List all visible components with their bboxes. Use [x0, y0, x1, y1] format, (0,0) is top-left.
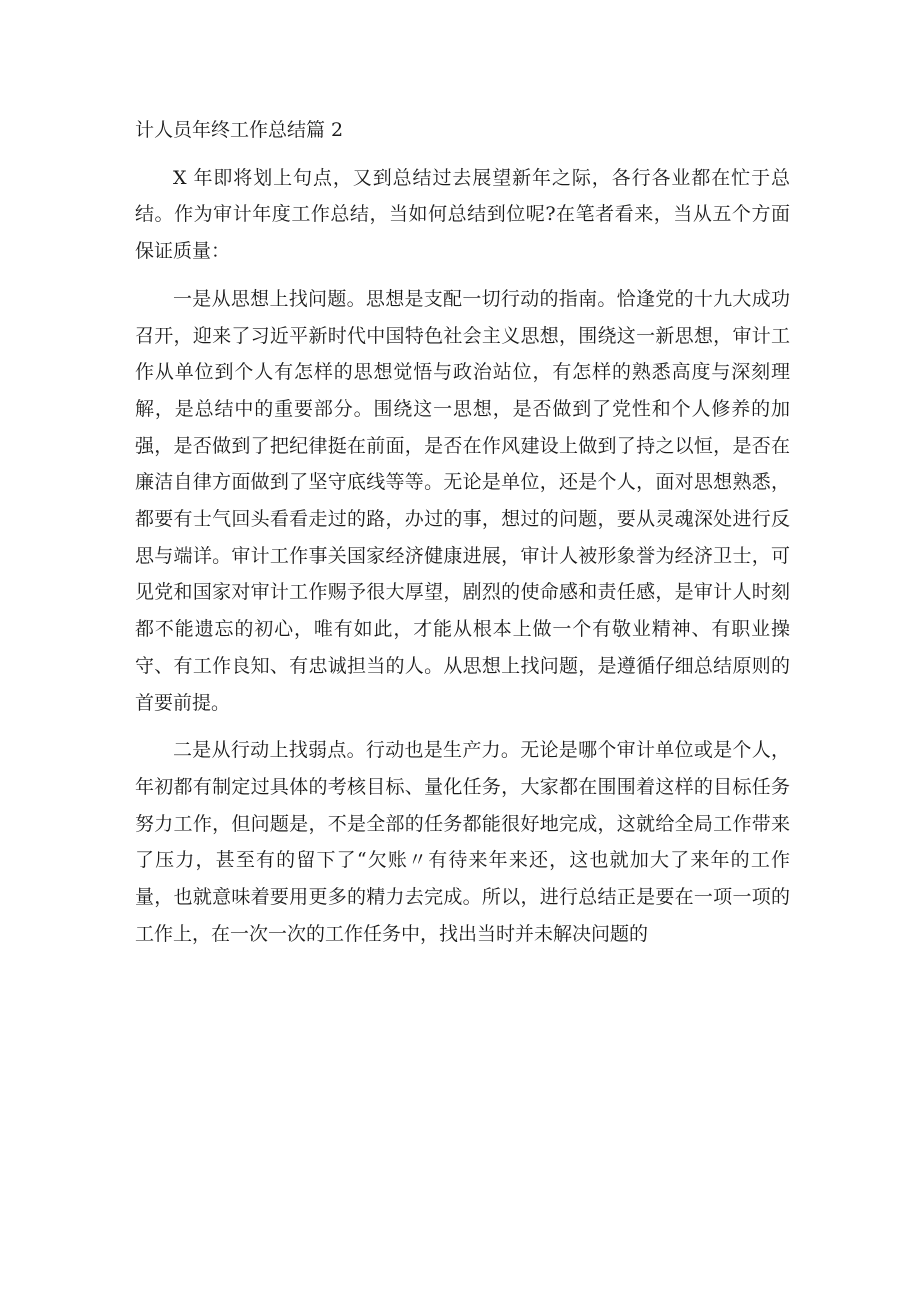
- document-body: [135, 112, 790, 952]
- paragraph-action: 二是从行动上找弱点。行动也是生产力。无论是哪个审计单位或是个人，年初都有制定过具体的考核目标、量化任务，大家都在围围着这样的目标任务努力工作，但问题是，不是全部的任务都能很好地完成，这就给全局工作带来了压力，甚至有的留下了“欠账〃有待来年来还，这也就加大了来年的工作量，也就意味着要用更多的精力去完成。所以，进行总结正是要在一项一项的工作上，在一次一次的工作任务中，找出当时并未解决问题的: [135, 739, 790, 945]
- document-title: 计人员年终工作总结篇 2: [135, 119, 344, 141]
- paragraph-thought: 一是从思想上找问题。思想是支配一切行动的指南。恰逢党的十九大成功召开，迎来了习近平新时代中国特色社会主义思想，围绕这一新思想，审计工作从单位到个人有怎样的思想觉悟与政治站位，有怎样的熟悉高度与深刻理解，是总结中的重要部分。围绕这一思想，是否做到了党性和个人修养的加强，是否做到了把纪律挺在前面，是否在作风建设上做到了持之以恒，是否在廉洁自律方面做到了坚守底线等等。无论是单位，还是个人，面对思想熟悉，都要有士气回头看看走过的路，办过的事，想过的问题，要从灵魂深处进行反思与端详。审计工作事关国家经济健康进展，审计人被形象誉为经济卫士，可见党和国家对审计工作赐予很大厚望，剧烈的使命感和责任感，是审计人时刻都不能遗忘的初心，唯有如此，才能从根本上做一个有敬业精神、有职业操守、有工作良知、有忠诚担当的人。从思想上找问题，是遵循仔细总结原则的首要前提。: [135, 287, 790, 714]
- paragraph-intro: X 年即将划上句点，又到总结过去展望新年之际，各行各业都在忙于总结。作为审计年度工作总结，当如何总结到位呢?在笔者看来，当从五个方面保证质量：: [135, 166, 790, 263]
